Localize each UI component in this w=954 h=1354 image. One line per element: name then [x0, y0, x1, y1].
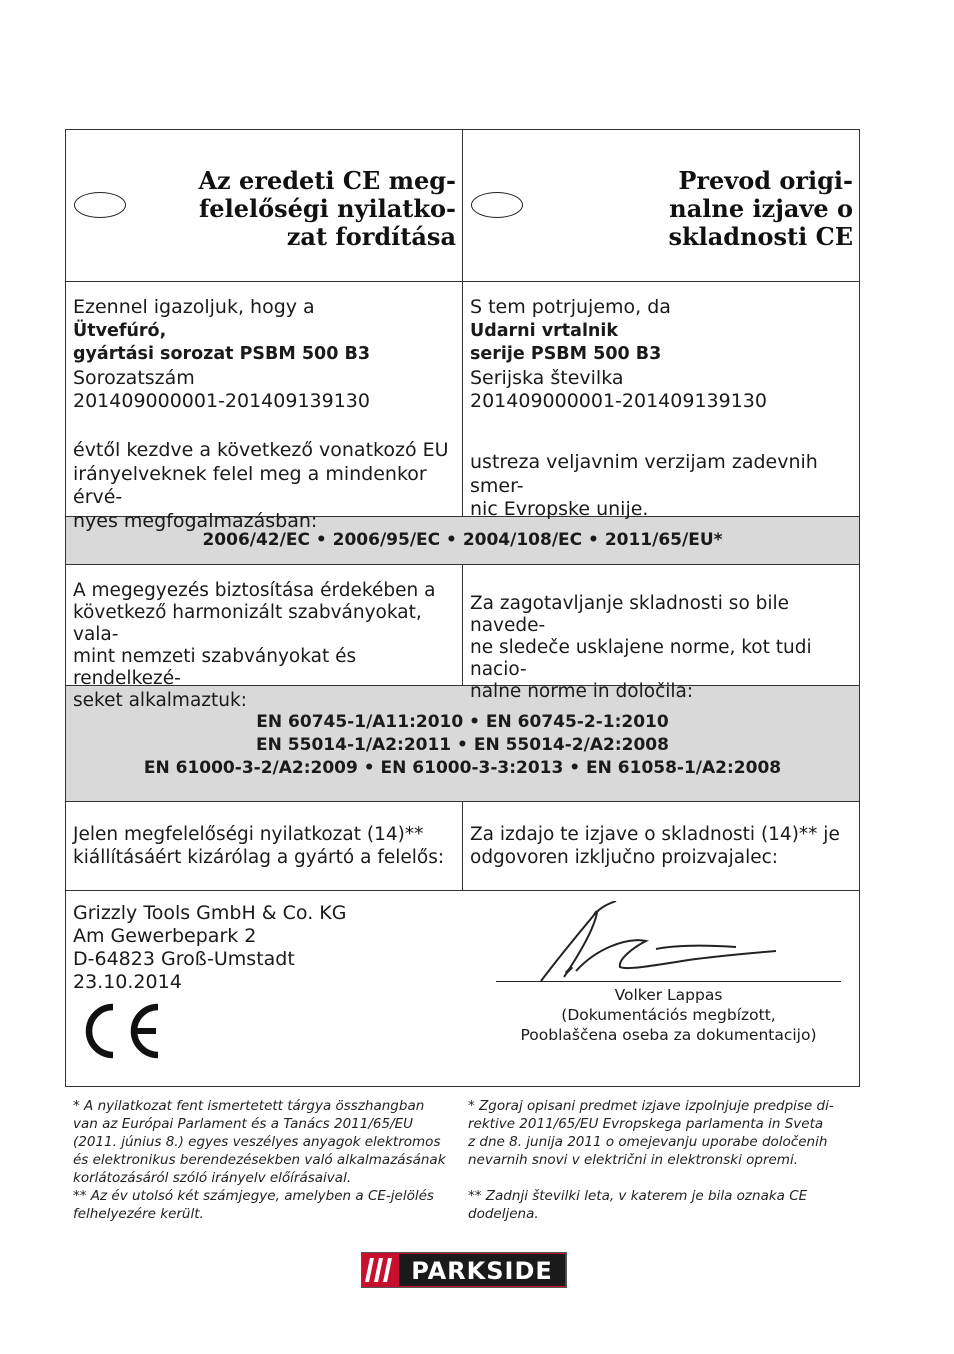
- country-oval-left: [74, 192, 126, 218]
- serial-range: 201409000001-201409139130: [470, 390, 767, 412]
- product-series: gyártási sorozat PSBM 500 B3: [73, 344, 371, 364]
- signer-name: Volker Lappas: [614, 986, 723, 1004]
- handwritten-signature: [536, 901, 796, 983]
- title-hu: Az eredeti CE meg- felelőségi nyilatko- zat fordítása: [198, 166, 456, 251]
- intro-cell-hu: Ezennel igazoljuk, hogy a Ütvefúró, gyártási sorozat PSBM 500 B3 Sorozatszám 201409000001-201409139130 évtől kezdve a következő vonatkozó EU irányelveknek felel meg a mindenkor érvé- nyes megfogalmazásban:: [66, 282, 463, 517]
- standard-line: EN 55014-1/A2:2011 • EN 55014-2/A2:2008: [256, 735, 669, 755]
- standard-line: EN 60745-1/A11:2010 • EN 60745-2-1:2010: [256, 712, 669, 732]
- parkside-logo: [361, 1252, 567, 1288]
- product-series: serije PSBM 500 B3: [470, 344, 662, 364]
- standard-line: EN 61000-3-2/A2:2009 • EN 61000-3-3:2013 • EN 61058-1/A2:2008: [143, 758, 782, 778]
- product-name: Udarni vrtalnik: [470, 320, 619, 341]
- declaration-table: [65, 129, 860, 1087]
- responsibility-hu: Jelen megfelelőségi nyilatkozat (14)** kiállításáért kizárólag a gyártó a felelős:: [66, 802, 463, 891]
- logo-text: PARKSIDE: [411, 1257, 553, 1285]
- harmonized-text-sl: Za zagotavljanje skladnosti so bile navede- ne sledeče usklajene norme, kot tudi nacio- nalne norme in določila:: [463, 565, 860, 686]
- manufacturer-name: Grizzly Tools GmbH & Co. KG: [73, 902, 347, 924]
- signature-row: [66, 891, 860, 1087]
- serial-range: 201409000001-201409139130: [73, 390, 370, 412]
- footnotes-sl: * Zgoraj opisani predmet izjave izpolnjuje predpise di- rektive 2011/65/EU Evropskega parlamenta in Sveta z dne 8. junija 2011 o omejevanju uporabe določenih nevarnih snovi v električni in elektronski opremi. ** Zadnji številki leta, v katerem je bila oznaka CE dodeljena.: [468, 1098, 834, 1222]
- responsibility-sl: Za izdajo te izjave o skladnosti (14)** je odgovoren izključno proizvajalec:: [463, 802, 860, 891]
- header-cell-hu: [66, 130, 463, 282]
- manufacturer-address: Grizzly Tools GmbH & Co. KG Am Gewerbepark 2 D-64823 Groß-Umstadt 23.10.2014: [73, 902, 347, 993]
- declaration-date: 23.10.2014: [73, 971, 182, 993]
- footnotes-hu: * A nyilatkozat fent ismertetett tárgya összhangban van az Európai Parlament és a Tanács 2011/65/EU (2011. június 8.) egyes veszélyes anyagok elektromos és elektronikus berendezésekben való alkalmazásának korlátozásáról szóló irányelv előírásaival. ** Az év utolsó két számjegye, amelyben a CE-jelölés felhelyezére került.: [73, 1098, 446, 1222]
- signer-block: Volker Lappas (Dokumentációs megbízott, Pooblaščena oseba za dokumentacijo): [476, 985, 861, 1045]
- country-oval-right: [471, 192, 523, 218]
- directives-band: 2006/42/EC • 2006/95/EC • 2004/108/EC • 2011/65/EU*: [66, 517, 860, 565]
- signature-line: [496, 981, 841, 982]
- product-name: Ütvefúró,: [73, 320, 167, 341]
- harmonized-text-hu: A megegyezés biztosítása érdekében a következő harmonizált szabványokat, vala- mint nemzeti szabványokat és rendelkezé- seket alkalmaztuk:: [66, 565, 463, 686]
- title-sl: Prevod origi- nalne izjave o skladnosti CE: [668, 166, 853, 251]
- declaration-document: [65, 129, 857, 1222]
- intro-cell-sl: S tem potrjujemo, da Udarni vrtalnik serije PSBM 500 B3 Serijska številka 201409000001-201409139130 ustreza veljavnim verzijam zadevnih smer- nic Evropske unije.: [463, 282, 860, 517]
- ce-mark-icon: [73, 1001, 161, 1061]
- header-cell-sl: [463, 130, 860, 282]
